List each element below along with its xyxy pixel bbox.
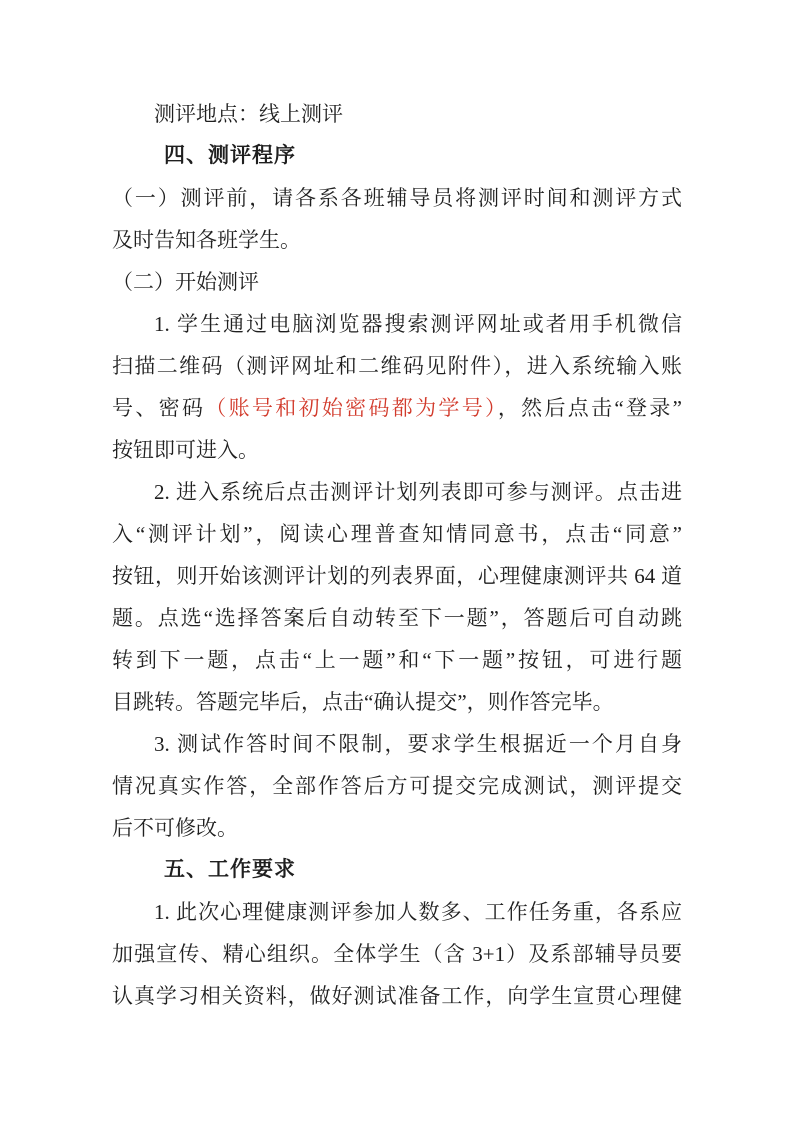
doc-line: 入“测评计划”，阅读心理普查知情同意书，点击“同意”: [112, 522, 682, 546]
doc-line: 后不可修改。: [112, 816, 238, 840]
doc-line: 加强宣传、精心组织。全体学生（含 3+1）及系部辅导员要: [112, 942, 682, 966]
doc-line-with-emphasis: [112, 387, 682, 429]
doc-line: 3. 测试作答时间不限制，要求学生根据近一个月自身: [154, 732, 682, 756]
doc-line: 扫描二维码（测评网址和二维码见附件），进入系统输入账: [112, 354, 682, 378]
red-emphasis-text: （账号和初始密码都为学号）: [205, 396, 498, 420]
doc-text: ，然后点击“登录”: [497, 396, 682, 420]
section-four-heading: 四、测评程序: [164, 144, 296, 167]
doc-line: （二）开始测评: [112, 270, 259, 294]
doc-line: （一）测评前，请各系各班辅导员将测评时间和测评方式: [112, 186, 682, 210]
doc-line: 1. 学生通过电脑浏览器搜索测评网址或者用手机微信: [154, 312, 682, 336]
doc-line: 1. 此次心理健康测评参加人数多、工作任务重，各系应: [154, 900, 682, 924]
doc-line: 目跳转。答题完毕后，点击“确认提交”，则作答完毕。: [112, 690, 614, 714]
doc-line: 2. 进入系统后点击测评计划列表即可参与测评。点击进: [154, 480, 682, 504]
doc-text: 号、密码: [112, 396, 206, 420]
doc-line: 按钮即可进入。: [112, 438, 259, 462]
doc-line: 及时告知各班学生。: [112, 228, 301, 252]
section-five-heading: 五、工作要求: [164, 858, 296, 881]
doc-line: 题。点选“选择答案后自动转至下一题”，答题后可自动跳: [112, 606, 682, 630]
location-line: 测评地点：线上测评: [154, 102, 343, 126]
doc-line: 按钮，则开始该测评计划的列表界面，心理健康测评共 64 道: [112, 564, 682, 588]
doc-line: 情况真实作答，全部作答后方可提交完成测试，测评提交: [112, 774, 682, 798]
doc-line: 转到下一题，点击“上一题”和“下一题”按钮，可进行题: [112, 648, 682, 672]
doc-line: 认真学习相关资料，做好测试准备工作，向学生宣贯心理健: [112, 984, 682, 1008]
